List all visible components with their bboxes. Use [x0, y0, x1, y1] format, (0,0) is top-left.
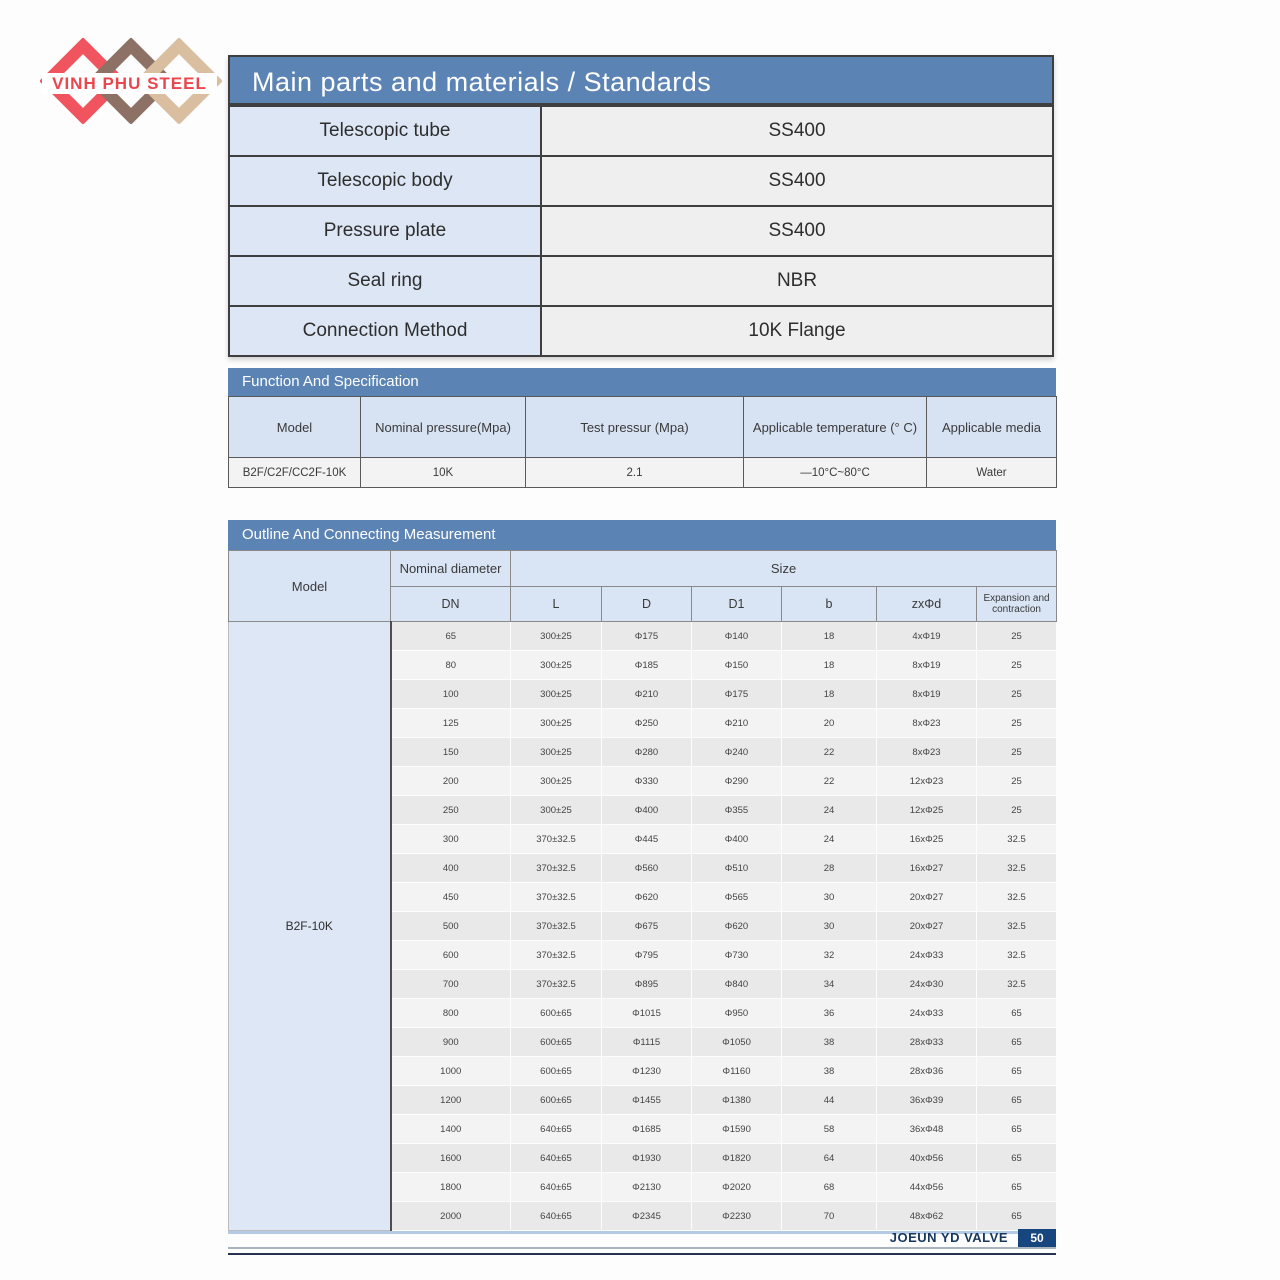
cell: Φ400 [692, 825, 782, 854]
cell: Φ280 [602, 738, 692, 767]
cell: 12xΦ25 [877, 796, 977, 825]
column-header: b [782, 587, 877, 622]
cell: 65 [977, 1057, 1057, 1086]
cell: 10K [361, 458, 526, 488]
page-footer [228, 1228, 1056, 1260]
cell: 38 [782, 1057, 877, 1086]
part-name-cell: Telescopic tube [229, 106, 541, 156]
standard-cell: 10K Flange [541, 306, 1053, 356]
cell: 8xΦ19 [877, 680, 977, 709]
cell: 20xΦ27 [877, 912, 977, 941]
cell: 370±32.5 [511, 854, 602, 883]
cell: 32.5 [977, 825, 1057, 854]
cell: 24xΦ33 [877, 999, 977, 1028]
cell: Φ240 [692, 738, 782, 767]
cell: Φ560 [602, 854, 692, 883]
cell: 370±32.5 [511, 941, 602, 970]
cell: Φ1685 [602, 1115, 692, 1144]
cell: Φ2345 [602, 1202, 692, 1231]
cell: 300±25 [511, 767, 602, 796]
cell: 1600 [391, 1144, 511, 1173]
cell: 65 [977, 1086, 1057, 1115]
table-row [229, 622, 1057, 651]
cell: 16xΦ27 [877, 854, 977, 883]
cell: 32.5 [977, 970, 1057, 999]
cell: 28 [782, 854, 877, 883]
cell: 70 [782, 1202, 877, 1231]
cell: Φ620 [602, 883, 692, 912]
cell: 18 [782, 680, 877, 709]
cell: 20 [782, 709, 877, 738]
cell: 44 [782, 1086, 877, 1115]
cell: 32.5 [977, 912, 1057, 941]
model-column-header: Model [229, 551, 391, 622]
column-header: Model [229, 397, 361, 458]
cell: Φ185 [602, 651, 692, 680]
cell: 65 [977, 1173, 1057, 1202]
cell: Φ330 [602, 767, 692, 796]
cell: 1000 [391, 1057, 511, 1086]
materials-table [228, 55, 1054, 357]
column-header: L [511, 587, 602, 622]
cell: Φ2230 [692, 1202, 782, 1231]
header-row [229, 397, 1057, 458]
cell: 900 [391, 1028, 511, 1057]
spec-table [228, 368, 1056, 488]
cell: 18 [782, 651, 877, 680]
cell: 640±65 [511, 1115, 602, 1144]
cell: 300±25 [511, 622, 602, 651]
cell: Water [927, 458, 1057, 488]
cell: 600 [391, 941, 511, 970]
cell: 25 [977, 709, 1057, 738]
cell: 24xΦ33 [877, 941, 977, 970]
cell: 58 [782, 1115, 877, 1144]
cell: 65 [391, 622, 511, 651]
cell: 25 [977, 796, 1057, 825]
footer-divider-gray [228, 1247, 1056, 1249]
cell: Φ730 [692, 941, 782, 970]
column-header-dn: DN [391, 587, 511, 622]
cell: 8xΦ19 [877, 651, 977, 680]
cell: Φ895 [602, 970, 692, 999]
cell: 18 [782, 622, 877, 651]
cell: 65 [977, 1028, 1057, 1057]
header-row [229, 551, 1057, 587]
column-header: Applicable temperature (° C) [744, 397, 927, 458]
cell: 36xΦ48 [877, 1115, 977, 1144]
cell: 12xΦ23 [877, 767, 977, 796]
outline-table-body [229, 622, 1057, 1231]
logo-text: VINH PHU STEEL [52, 73, 207, 93]
cell: 25 [977, 767, 1057, 796]
cell: Φ1380 [692, 1086, 782, 1115]
cell: Φ2020 [692, 1173, 782, 1202]
cell: Φ290 [692, 767, 782, 796]
column-header: zxΦd [877, 587, 977, 622]
cell: 22 [782, 767, 877, 796]
cell: Φ1050 [692, 1028, 782, 1057]
cell: 65 [977, 1144, 1057, 1173]
cell: Φ840 [692, 970, 782, 999]
cell: Φ1230 [602, 1057, 692, 1086]
part-name-cell: Telescopic body [229, 156, 541, 206]
cell: 300±25 [511, 738, 602, 767]
model-cell: B2F-10K [229, 622, 391, 1231]
cell: 32 [782, 941, 877, 970]
cell: 64 [782, 1144, 877, 1173]
cell: 30 [782, 912, 877, 941]
cell: 640±65 [511, 1173, 602, 1202]
cell: 65 [977, 1202, 1057, 1231]
spec-table-title: Function And Specification [228, 368, 1056, 396]
cell: 700 [391, 970, 511, 999]
cell: 100 [391, 680, 511, 709]
table-row [229, 306, 1053, 356]
cell: 20xΦ27 [877, 883, 977, 912]
footer-divider-navy [228, 1253, 1056, 1255]
company-logo [42, 34, 217, 132]
cell: 30 [782, 883, 877, 912]
cell: Φ175 [602, 622, 692, 651]
table-row [229, 256, 1053, 306]
cell: 34 [782, 970, 877, 999]
cell: 2000 [391, 1202, 511, 1231]
cell: 640±65 [511, 1144, 602, 1173]
cell: Φ1930 [602, 1144, 692, 1173]
cell: 300±25 [511, 796, 602, 825]
standard-cell: NBR [541, 256, 1053, 306]
cell: 32.5 [977, 941, 1057, 970]
cell: Φ400 [602, 796, 692, 825]
standard-cell: SS400 [541, 106, 1053, 156]
cell: 600±65 [511, 1028, 602, 1057]
cell: 640±65 [511, 1202, 602, 1231]
table-row [229, 458, 1057, 488]
cell: Φ565 [692, 883, 782, 912]
cell: 600±65 [511, 1057, 602, 1086]
cell: 32.5 [977, 854, 1057, 883]
cell: Φ2130 [602, 1173, 692, 1202]
cell: 36xΦ39 [877, 1086, 977, 1115]
cell: 25 [977, 622, 1057, 651]
cell: Φ1455 [602, 1086, 692, 1115]
cell: 300±25 [511, 709, 602, 738]
cell: 48xΦ62 [877, 1202, 977, 1231]
cell: Φ140 [692, 622, 782, 651]
cell: 1800 [391, 1173, 511, 1202]
cell: Φ1115 [602, 1028, 692, 1057]
materials-table-grid [228, 105, 1054, 357]
cell: 1400 [391, 1115, 511, 1144]
cell: 16xΦ25 [877, 825, 977, 854]
cell: Φ150 [692, 651, 782, 680]
standard-cell: SS400 [541, 156, 1053, 206]
part-name-cell: Pressure plate [229, 206, 541, 256]
cell: Φ1015 [602, 999, 692, 1028]
cell: Φ175 [692, 680, 782, 709]
column-header: D [602, 587, 692, 622]
cell: Φ950 [692, 999, 782, 1028]
cell: 80 [391, 651, 511, 680]
cell: B2F/C2F/CC2F-10K [229, 458, 361, 488]
cell: 450 [391, 883, 511, 912]
cell: Φ355 [692, 796, 782, 825]
spec-table-grid [228, 396, 1057, 488]
cell: 24 [782, 825, 877, 854]
column-header: Test pressur (Mpa) [526, 397, 744, 458]
table-row [229, 106, 1053, 156]
column-header: Expansion and contraction [977, 587, 1057, 622]
cell: 4xΦ19 [877, 622, 977, 651]
cell: 24xΦ30 [877, 970, 977, 999]
cell: 65 [977, 1115, 1057, 1144]
cell: —10°C~80°C [744, 458, 927, 488]
column-header: Applicable media [927, 397, 1057, 458]
cell: Φ675 [602, 912, 692, 941]
cell: 8xΦ23 [877, 709, 977, 738]
cell: 25 [977, 738, 1057, 767]
cell: 2.1 [526, 458, 744, 488]
cell: 500 [391, 912, 511, 941]
cell: 28xΦ36 [877, 1057, 977, 1086]
outline-table [228, 520, 1056, 1234]
cell: 125 [391, 709, 511, 738]
outline-table-title: Outline And Connecting Measurement [228, 520, 1056, 550]
standard-cell: SS400 [541, 206, 1053, 256]
cell: 300±25 [511, 680, 602, 709]
cell: Φ795 [602, 941, 692, 970]
cell: Φ1590 [692, 1115, 782, 1144]
column-header: Nominal pressure(Mpa) [361, 397, 526, 458]
cell: 400 [391, 854, 511, 883]
cell: 300±25 [511, 651, 602, 680]
cell: 150 [391, 738, 511, 767]
cell: Φ620 [692, 912, 782, 941]
cell: 25 [977, 680, 1057, 709]
outline-table-grid [228, 550, 1057, 1231]
cell: 38 [782, 1028, 877, 1057]
cell: Φ210 [602, 680, 692, 709]
cell: 300 [391, 825, 511, 854]
cell: Φ510 [692, 854, 782, 883]
cell: 36 [782, 999, 877, 1028]
cell: Φ1820 [692, 1144, 782, 1173]
cell: 25 [977, 651, 1057, 680]
page-number-badge: 50 [1018, 1229, 1056, 1247]
size-header: Size [511, 551, 1057, 587]
cell: 65 [977, 999, 1057, 1028]
part-name-cell: Seal ring [229, 256, 541, 306]
cell: 250 [391, 796, 511, 825]
table-row [229, 206, 1053, 256]
cell: Φ250 [602, 709, 692, 738]
cell: 370±32.5 [511, 825, 602, 854]
cell: 44xΦ56 [877, 1173, 977, 1202]
cell: 68 [782, 1173, 877, 1202]
cell: 370±32.5 [511, 970, 602, 999]
cell: 22 [782, 738, 877, 767]
cell: 800 [391, 999, 511, 1028]
cell: 24 [782, 796, 877, 825]
part-name-cell: Connection Method [229, 306, 541, 356]
nominal-diameter-header: Nominal diameter [391, 551, 511, 587]
cell: 28xΦ33 [877, 1028, 977, 1057]
cell: 600±65 [511, 999, 602, 1028]
cell: 370±32.5 [511, 883, 602, 912]
cell: Φ445 [602, 825, 692, 854]
cell: 370±32.5 [511, 912, 602, 941]
materials-table-title: Main parts and materials / Standards [228, 55, 1054, 105]
table-row [229, 156, 1053, 206]
column-header: D1 [692, 587, 782, 622]
cell: Φ210 [692, 709, 782, 738]
cell: 40xΦ56 [877, 1144, 977, 1173]
cell: 32.5 [977, 883, 1057, 912]
footer-brand: JOEUN YD VALVE [889, 1230, 1008, 1245]
cell: Φ1160 [692, 1057, 782, 1086]
logo-text-band [42, 73, 217, 94]
cell: 8xΦ23 [877, 738, 977, 767]
cell: 600±65 [511, 1086, 602, 1115]
cell: 200 [391, 767, 511, 796]
cell: 1200 [391, 1086, 511, 1115]
